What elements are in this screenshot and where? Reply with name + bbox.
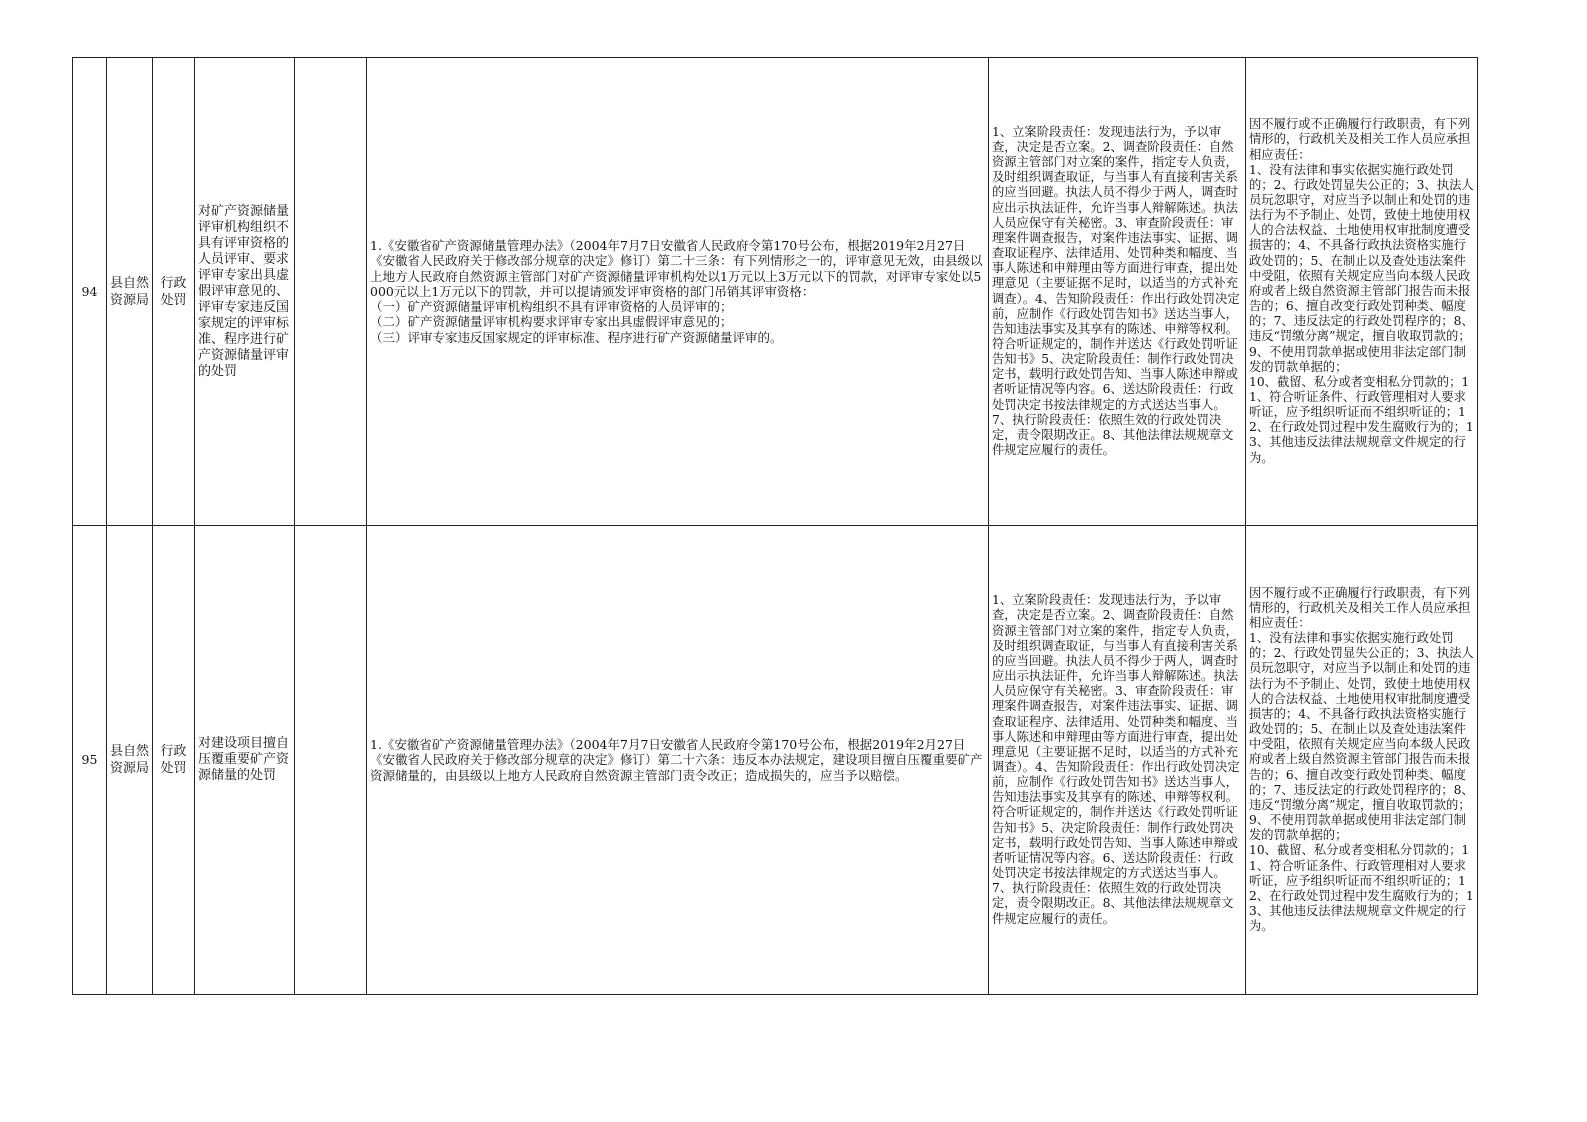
legal-basis-cell: [367, 526, 989, 995]
item-name-cell: 对矿产资源储量评审机构组织不具有评审资格的人员评审、要求评审专家出具虚假评审意见的、评审专家违反国家规定的评审标准、程序进行矿产资源储量评审的处罚: [195, 58, 295, 526]
table-row: [73, 526, 1503, 995]
category-cell: 行政处罚: [153, 58, 195, 526]
legal-basis-clause: （一）矿产资源储量评审机构组织不具有评审资格的人员评审的；: [370, 299, 733, 315]
table-row: [73, 58, 1503, 526]
legal-basis-text: 1.《安徽省矿产资源储量管理办法》（2004年7月7日安徽省人民政府令第170号公布，根据2019年2月27日《安徽省人民政府关于修改部分规章的决定》修订）第二十六条：违反本办法规定，建设项目擅自压覆重要矿产资源储量的，由县级以上地方人民政府自然资源主管部门责令改正；造成损失的，应当予以赔偿。: [370, 737, 983, 783]
empty-cell: [1478, 526, 1503, 995]
row-number: 94: [73, 58, 107, 526]
sub-item-cell: [295, 526, 367, 995]
responsibility-cell: 1、立案阶段责任：发现违法行为，予以审查，决定是否立案。2、调查阶段责任：自然资源主管部门对立案的案件，指定专人负责，及时组织调查取证，与当事人有直接利害关系的应当回避。执法人员不得少于两人，调查时应出示执法证件，允许当事人辩解陈述。执法人员应保守有关秘密。3、审查阶段责任：审理案件调查报告，对案件违法事实、证据、调查取证程序、法律适用、处罚种类和幅度、当事人陈述和申辩理由等方面进行审查，提出处理意见（主要证据不足时，以适当的方式补充调查）。4、告知阶段责任：作出行政处罚决定前，应制作《行政处罚告知书》送达当事人，告知违法事实及其享有的陈述、申辩等权利。符合听证规定的，制作并送达《行政处罚听证告知书》5、决定阶段责任：制作行政处罚决定书，载明行政处罚告知、当事人陈述申辩或者听证情况等内容。6、送达阶段责任：行政处罚决定书按法律规定的方式送达当事人。7、执行阶段责任：依照生效的行政处罚决定，责令限期改正。8、其他法律法规规章文件规定应履行的责任。: [989, 58, 1246, 526]
department-cell: 县自然资源局: [107, 58, 153, 526]
legal-basis-cell: [367, 58, 989, 526]
sub-item-cell: [295, 58, 367, 526]
liability-cell: 因不履行或不正确履行行政职责，有下列情形的，行政机关及相关工作人员应承担相应责任： 1、没有法律和事实依据实施行政处罚的；2、行政处罚显失公正的；3、执法人员玩忽职守，对应当予以制止和处罚的违法行为不予制止、处罚，致使土地使用权人的合法权益、土地使用权审批制度遭受损害的；4、不具备行政执法资格实施行政处罚的；5、在制止以及查处违法案件中受阻，依照有关规定应当向本级人民政府或者上级自然资源主管部门报告而未报告的；6、擅自改变行政处罚种类、幅度的；7、违反法定的行政处罚程序的；8、违反“罚缴分离”规定，擅自收取罚款的；9、不使用罚款单据或使用非法定部门制发的罚款单据的； 10、截留、私分或者变相私分罚款的；11、符合听证条件、行政管理相对人要求听证，应予组织听证而不组织听证的；12、在行政处罚过程中发生腐败行为的；13、其他违反法律法规规章文件规定的行为。: [1246, 58, 1478, 526]
empty-cell: [1478, 58, 1503, 526]
legal-basis-text: 1.《安徽省矿产资源储量管理办法》（2004年7月7日安徽省人民政府令第170号公布，根据2019年2月27日《安徽省人民政府关于修改部分规章的决定》修订）第二十三条：有下列情形之一的，评审意见无效，由县级以上地方人民政府自然资源主管部门对矿产资源储量评审机构处以1万元以上3万元以下的罚款，对评审专家处以5000元以上1万元以下的罚款，并可以提请颁发评审资格的部门吊销其评审资格：: [370, 237, 983, 299]
category-cell: 行政处罚: [153, 526, 195, 995]
liability-cell: 因不履行或不正确履行行政职责，有下列情形的，行政机关及相关工作人员应承担相应责任： 1、没有法律和事实依据实施行政处罚的；2、行政处罚显失公正的；3、执法人员玩忽职守，对应当予以制止和处罚的违法行为不予制止、处罚，致使土地使用权人的合法权益、土地使用权审批制度遭受损害的；4、不具备行政执法资格实施行政处罚的；5、在制止以及查处违法案件中受阻，依照有关规定应当向本级人民政府或者上级自然资源主管部门报告而未报告的；6、擅自改变行政处罚种类、幅度的；7、违反法定的行政处罚程序的；8、违反“罚缴分离”规定，擅自收取罚款的；9、不使用罚款单据或使用非法定部门制发的罚款单据的； 10、截留、私分或者变相私分罚款的；11、符合听证条件、行政管理相对人要求听证，应予组织听证而不组织听证的；12、在行政处罚过程中发生腐败行为的；13、其他违反法律法规规章文件规定的行为。: [1246, 526, 1478, 995]
responsibility-cell: 1、立案阶段责任：发现违法行为，予以审查，决定是否立案。2、调查阶段责任：自然资源主管部门对立案的案件，指定专人负责，及时组织调查取证，与当事人有直接利害关系的应当回避。执法人员不得少于两人，调查时应出示执法证件，允许当事人辩解陈述。执法人员应保守有关秘密。3、审查阶段责任：审理案件调查报告，对案件违法事实、证据、调查取证程序、法律适用、处罚种类和幅度、当事人陈述和申辩理由等方面进行审查，提出处理意见（主要证据不足时，以适当的方式补充调查）。4、告知阶段责任：作出行政处罚决定前，应制作《行政处罚告知书》送达当事人，告知违法事实及其享有的陈述、申辩等权利。符合听证规定的，制作并送达《行政处罚听证告知书》5、决定阶段责任：制作行政处罚决定书，载明行政处罚告知、当事人陈述申辩或者听证情况等内容。6、送达阶段责任：行政处罚决定书按法律规定的方式送达当事人。7、执行阶段责任：依照生效的行政处罚决定，责令限期改正。8、其他法律法规规章文件规定应履行的责任。: [989, 526, 1246, 995]
item-name-cell: 对建设项目擅自压覆重要矿产资源储量的处罚: [195, 526, 295, 995]
row-number: 95: [73, 526, 107, 995]
department-cell: 县自然资源局: [107, 526, 153, 995]
legal-basis-clause: （二）矿产资源储量评审机构要求评审专家出具虚假评审意见的；: [370, 314, 733, 330]
responsibility-table: [72, 57, 1503, 995]
legal-basis-clause: （三）评审专家违反国家规定的评审标准、程序进行矿产资源储量评审的。: [370, 329, 783, 345]
